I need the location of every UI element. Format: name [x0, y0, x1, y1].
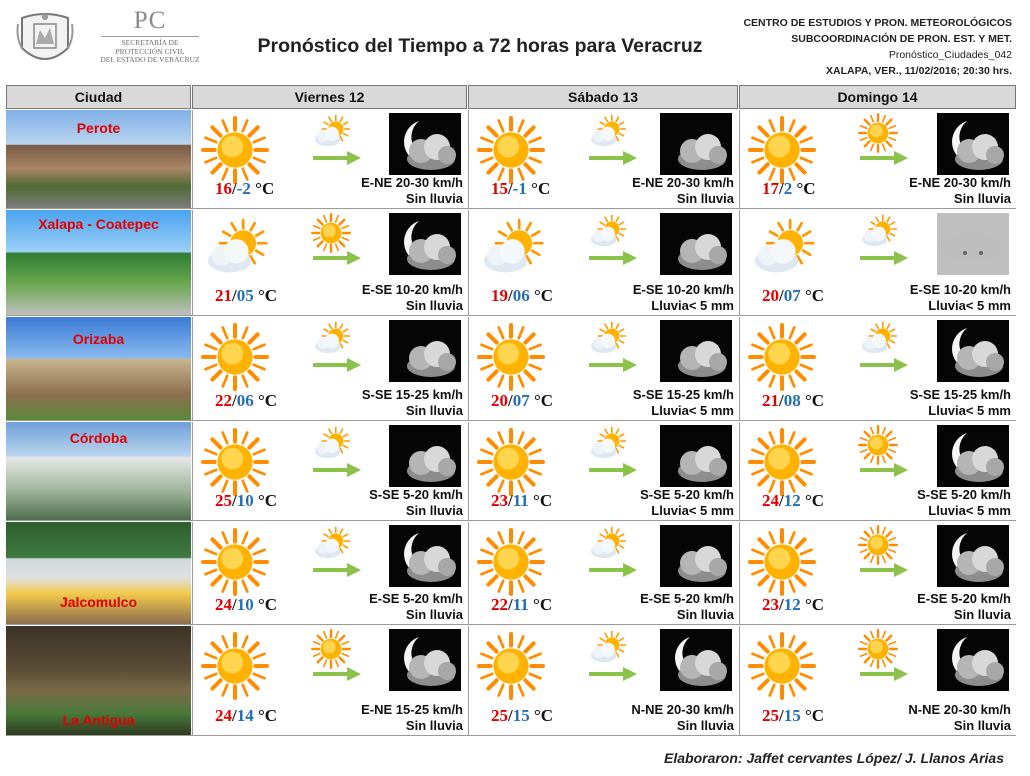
city-row [6, 210, 1016, 316]
moon-cloud-icon [389, 113, 461, 175]
rain-text: Sin lluvia [953, 191, 1011, 206]
page-title: Pronóstico del Tiempo a 72 horas para Veracruz [257, 35, 703, 57]
wind-and-rain [917, 591, 1011, 623]
day-forecast-cell [739, 317, 1016, 420]
sun-icon [201, 632, 269, 705]
rain-text: Lluvia< 5 mm [651, 503, 734, 518]
wind-and-rain [362, 387, 463, 419]
temp-unit: °C [533, 706, 554, 725]
min-temp: 12 [783, 491, 801, 510]
arrow-right-icon [587, 666, 639, 687]
temp-unit: °C [804, 595, 825, 614]
moon-cloud-icon [937, 425, 1009, 487]
arrow-right-icon [587, 562, 639, 583]
city-row [6, 626, 1016, 736]
min-temp: 06 [236, 391, 254, 410]
temperature-range [762, 391, 824, 411]
wind-and-rain [361, 175, 463, 207]
max-temp: 19 [491, 286, 508, 305]
wind-and-rain [908, 702, 1011, 734]
temperature-range [762, 286, 824, 306]
min-temp: 11 [512, 491, 529, 510]
header-day-3: Domingo 14 [739, 85, 1016, 109]
temp-unit: °C [804, 491, 825, 510]
city-name: Córdoba [69, 430, 128, 446]
temp-separator: / [508, 286, 513, 305]
temperature-range [762, 179, 816, 199]
day-forecast-cell [739, 210, 1016, 315]
sun-icon [477, 323, 545, 396]
temperature-range [762, 491, 824, 511]
min-temp: 07 [783, 286, 801, 305]
temperature-range [491, 491, 552, 511]
max-temp: 15 [491, 179, 508, 198]
temp-separator: / [232, 595, 237, 614]
city-photo [6, 522, 191, 624]
wind-text: E-SE 10-20 km/h [909, 282, 1011, 297]
city-photo [6, 626, 191, 735]
rain-text: Sin lluvia [676, 191, 734, 206]
sun-icon [748, 632, 816, 705]
wind-text: E-NE 20-30 km/h [361, 175, 463, 190]
wind-text: E-NE 20-30 km/h [909, 175, 1011, 190]
max-temp: 21 [762, 391, 779, 410]
wind-text: E-NE 15-25 km/h [361, 702, 463, 717]
day-forecast-cell [739, 522, 1016, 624]
temperature-range [491, 595, 552, 615]
rain-text: Sin lluvia [405, 298, 463, 313]
rain-text: Lluvia< 5 mm [928, 503, 1011, 518]
temp-separator: / [508, 391, 513, 410]
day-forecast-cell [468, 422, 739, 520]
arrow-right-icon [311, 562, 363, 583]
max-temp: 20 [762, 286, 779, 305]
city-name: La Antigua [62, 712, 135, 728]
coat-of-arms-logo [14, 8, 76, 72]
max-temp: 25 [762, 706, 779, 725]
sun-icon [748, 323, 816, 396]
partly-cloudy-icon [477, 216, 545, 289]
temperature-range [491, 286, 553, 306]
pc-logo-line-3: DEL ESTADO DE VERACRUZ [100, 55, 200, 64]
min-temp: 06 [512, 286, 530, 305]
wind-text: S-SE 5-20 km/h [917, 487, 1011, 502]
temperature-range [215, 706, 277, 726]
temperature-range [762, 706, 824, 726]
temp-unit: °C [804, 286, 825, 305]
arrow-right-icon [858, 462, 910, 483]
max-temp: 24 [215, 595, 232, 614]
day-forecast-cell [739, 626, 1016, 735]
temperature-range [215, 179, 274, 199]
temp-unit: °C [257, 491, 278, 510]
moon-cloud-icon [937, 113, 1009, 175]
wind-text: S-SE 5-20 km/h [640, 487, 734, 502]
header-city: Ciudad [6, 85, 191, 109]
arrow-right-icon [858, 666, 910, 687]
day-forecast-cell [192, 522, 468, 624]
wind-text: E-SE 10-20 km/h [632, 282, 734, 297]
temp-separator: / [232, 391, 237, 410]
city-row [6, 422, 1016, 521]
rain-text: Sin lluvia [405, 718, 463, 733]
pc-logo-line-2: PROTECCIÓN CIVIL [115, 46, 185, 56]
arrow-right-icon [858, 250, 910, 271]
clouds-icon [660, 525, 732, 587]
max-temp: 22 [491, 595, 508, 614]
max-temp: 22 [215, 391, 232, 410]
day-forecast-cell [468, 210, 739, 315]
city-name: Xalapa - Coatepec [38, 216, 159, 232]
day-forecast-cell [468, 110, 739, 208]
city-row [6, 522, 1016, 625]
wind-and-rain [917, 487, 1011, 519]
day-forecast-cell [192, 210, 468, 315]
arrow-right-icon [311, 150, 363, 171]
wind-text: S-SE 15-25 km/h [909, 387, 1011, 402]
temp-unit: °C [533, 286, 554, 305]
min-temp: 07 [512, 391, 530, 410]
rain-text: Sin lluvia [405, 607, 463, 622]
sun-icon [477, 528, 545, 601]
temp-unit: °C [533, 595, 553, 614]
temp-separator: / [508, 491, 513, 510]
temp-separator: / [232, 179, 237, 198]
temp-unit: °C [533, 391, 554, 410]
clouds-icon [389, 425, 461, 487]
min-temp: 2 [783, 179, 793, 198]
city-row [6, 317, 1016, 421]
rain-text: Sin lluvia [676, 607, 734, 622]
temp-separator: / [779, 391, 784, 410]
temp-unit: °C [257, 595, 278, 614]
clouds-icon [660, 425, 732, 487]
issuer-info [743, 15, 1012, 79]
temperature-range [491, 179, 550, 199]
rain-text: Lluvia< 5 mm [928, 403, 1011, 418]
temp-unit: °C [796, 179, 816, 198]
temperature-range [215, 391, 277, 411]
temp-separator: / [779, 286, 784, 305]
temperature-range [215, 595, 277, 615]
temp-separator: / [508, 706, 513, 725]
temp-unit: °C [531, 179, 551, 198]
wind-and-rain [632, 175, 734, 207]
city-name: Perote [76, 120, 121, 136]
temp-separator: / [779, 179, 784, 198]
rain-text: Sin lluvia [953, 607, 1011, 622]
rain-text: Sin lluvia [676, 718, 734, 733]
temp-unit: °C [257, 706, 278, 725]
sun-icon [477, 632, 545, 705]
arrow-right-icon [858, 357, 910, 378]
rain-text: Lluvia< 5 mm [651, 403, 734, 418]
city-row [6, 110, 1016, 209]
rain-text: Sin lluvia [405, 403, 463, 418]
max-temp: 24 [215, 706, 232, 725]
min-temp: 08 [783, 391, 801, 410]
max-temp: 20 [491, 391, 508, 410]
max-temp: 23 [491, 491, 508, 510]
clouds-icon [660, 320, 732, 382]
temp-separator: / [779, 706, 784, 725]
min-temp: 12 [783, 595, 801, 614]
moon-cloud-icon [389, 629, 461, 691]
arrow-right-icon [311, 357, 363, 378]
max-temp: 24 [762, 491, 779, 510]
wind-and-rain [640, 591, 734, 623]
partly-cloudy-icon [201, 216, 269, 289]
temp-unit: °C [804, 391, 825, 410]
temperature-range [762, 595, 824, 615]
min-temp: 11 [512, 595, 529, 614]
wind-and-rain [909, 175, 1011, 207]
wind-and-rain [362, 282, 463, 314]
wind-text: E-SE 5-20 km/h [369, 591, 463, 606]
day-forecast-cell [192, 110, 468, 208]
rain-text: Sin lluvia [953, 718, 1011, 733]
wind-text: E-SE 5-20 km/h [640, 591, 734, 606]
min-temp: -1 [512, 179, 527, 198]
min-temp: 10 [236, 595, 254, 614]
wind-and-rain [633, 282, 734, 314]
city-photo [6, 210, 191, 315]
arrow-right-icon [587, 462, 639, 483]
moon-cloud-icon [937, 629, 1009, 691]
wind-text: N-NE 20-30 km/h [631, 702, 734, 717]
day-forecast-cell [468, 522, 739, 624]
min-temp: 14 [236, 706, 254, 725]
wind-and-rain [369, 487, 463, 519]
temperature-range [215, 286, 277, 306]
rain-text: Sin lluvia [405, 503, 463, 518]
clouds-icon [660, 213, 732, 275]
day-forecast-cell [192, 317, 468, 420]
wind-text: N-NE 20-30 km/h [908, 702, 1011, 717]
rain-text: Lluvia< 5 mm [651, 298, 734, 313]
temperature-range [491, 391, 553, 411]
moon-cloud-icon [937, 320, 1009, 382]
day-forecast-cell [739, 110, 1016, 208]
temp-separator: / [508, 179, 513, 198]
header-day-2: Sábado 13 [468, 85, 738, 109]
issuer-line-1: CENTRO DE ESTUDIOS Y PRON. METEOROLÓGICOS [743, 17, 1012, 29]
temperature-range [215, 491, 277, 511]
header-day-1: Viernes 12 [192, 85, 467, 109]
day-forecast-cell [192, 422, 468, 520]
issuer-line-3: Pronóstico_Ciudades_042 [888, 49, 1012, 61]
min-temp: -2 [236, 179, 251, 198]
wind-text: S-SE 15-25 km/h [361, 387, 463, 402]
wind-text: S-SE 15-25 km/h [632, 387, 734, 402]
wind-and-rain [910, 387, 1011, 419]
partly-cloudy-icon [748, 216, 816, 289]
temp-separator: / [232, 706, 237, 725]
moon-cloud-icon [389, 525, 461, 587]
wind-text: E-SE 10-20 km/h [361, 282, 463, 297]
temp-separator: / [232, 286, 237, 305]
temp-separator: / [779, 491, 784, 510]
max-temp: 25 [491, 706, 508, 725]
fog-icon [937, 213, 1009, 275]
max-temp: 16 [215, 179, 232, 198]
rain-text: Lluvia< 5 mm [928, 298, 1011, 313]
max-temp: 21 [215, 286, 232, 305]
temperature-range [491, 706, 553, 726]
arrow-right-icon [311, 462, 363, 483]
temp-unit: °C [257, 391, 278, 410]
sun-icon [748, 528, 816, 601]
authors-footer: Elaboraron: Jaffet cervantes López/ J. Llanos Arias [664, 750, 1004, 766]
wind-and-rain [633, 387, 734, 419]
moon-cloud-icon [660, 629, 732, 691]
arrow-right-icon [311, 250, 363, 271]
issuer-line-2: SUBCOORDINACIÓN DE PRON. EST. Y MET. [791, 33, 1012, 45]
issuer-line-4: XALAPA, VER., 11/02/2016; 20:30 hrs. [826, 65, 1012, 77]
pc-logo [95, 8, 205, 65]
moon-cloud-icon [937, 525, 1009, 587]
arrow-right-icon [858, 562, 910, 583]
min-temp: 10 [236, 491, 254, 510]
pc-logo-text: PC [133, 7, 167, 34]
min-temp: 15 [512, 706, 530, 725]
clouds-icon [660, 113, 732, 175]
wind-and-rain [910, 282, 1011, 314]
wind-text: E-SE 5-20 km/h [917, 591, 1011, 606]
day-forecast-cell [468, 317, 739, 420]
city-photo [6, 422, 191, 520]
moon-cloud-icon [389, 213, 461, 275]
arrow-right-icon [858, 150, 910, 171]
day-forecast-cell [192, 626, 468, 735]
min-temp: 05 [236, 286, 254, 305]
temp-unit: °C [257, 286, 278, 305]
sun-icon [201, 528, 269, 601]
day-forecast-cell [468, 626, 739, 735]
city-name: Orizaba [72, 331, 125, 347]
temp-unit: °C [804, 706, 825, 725]
wind-and-rain [369, 591, 463, 623]
wind-text: S-SE 5-20 km/h [369, 487, 463, 502]
rain-text: Sin lluvia [405, 191, 463, 206]
wind-text: E-NE 20-30 km/h [632, 175, 734, 190]
max-temp: 23 [762, 595, 779, 614]
clouds-icon [389, 320, 461, 382]
pc-logo-line-1: SECRETARÍA DE [121, 38, 179, 47]
arrow-right-icon [587, 357, 639, 378]
temp-separator: / [508, 595, 513, 614]
sun-icon [201, 323, 269, 396]
arrow-right-icon [587, 150, 639, 171]
arrow-right-icon [587, 250, 639, 271]
temp-unit: °C [255, 179, 275, 198]
city-photo [6, 317, 191, 420]
day-forecast-cell [739, 422, 1016, 520]
city-photo [6, 110, 191, 208]
wind-and-rain [361, 702, 463, 734]
wind-and-rain [640, 487, 734, 519]
forecast-table [6, 85, 1016, 736]
city-name: Jalcomulco [59, 594, 138, 610]
wind-and-rain [631, 702, 734, 734]
temp-separator: / [232, 491, 237, 510]
min-temp: 15 [783, 706, 801, 725]
temp-unit: °C [533, 491, 553, 510]
max-temp: 17 [762, 179, 779, 198]
max-temp: 25 [215, 491, 232, 510]
arrow-right-icon [311, 666, 363, 687]
temp-separator: / [779, 595, 784, 614]
